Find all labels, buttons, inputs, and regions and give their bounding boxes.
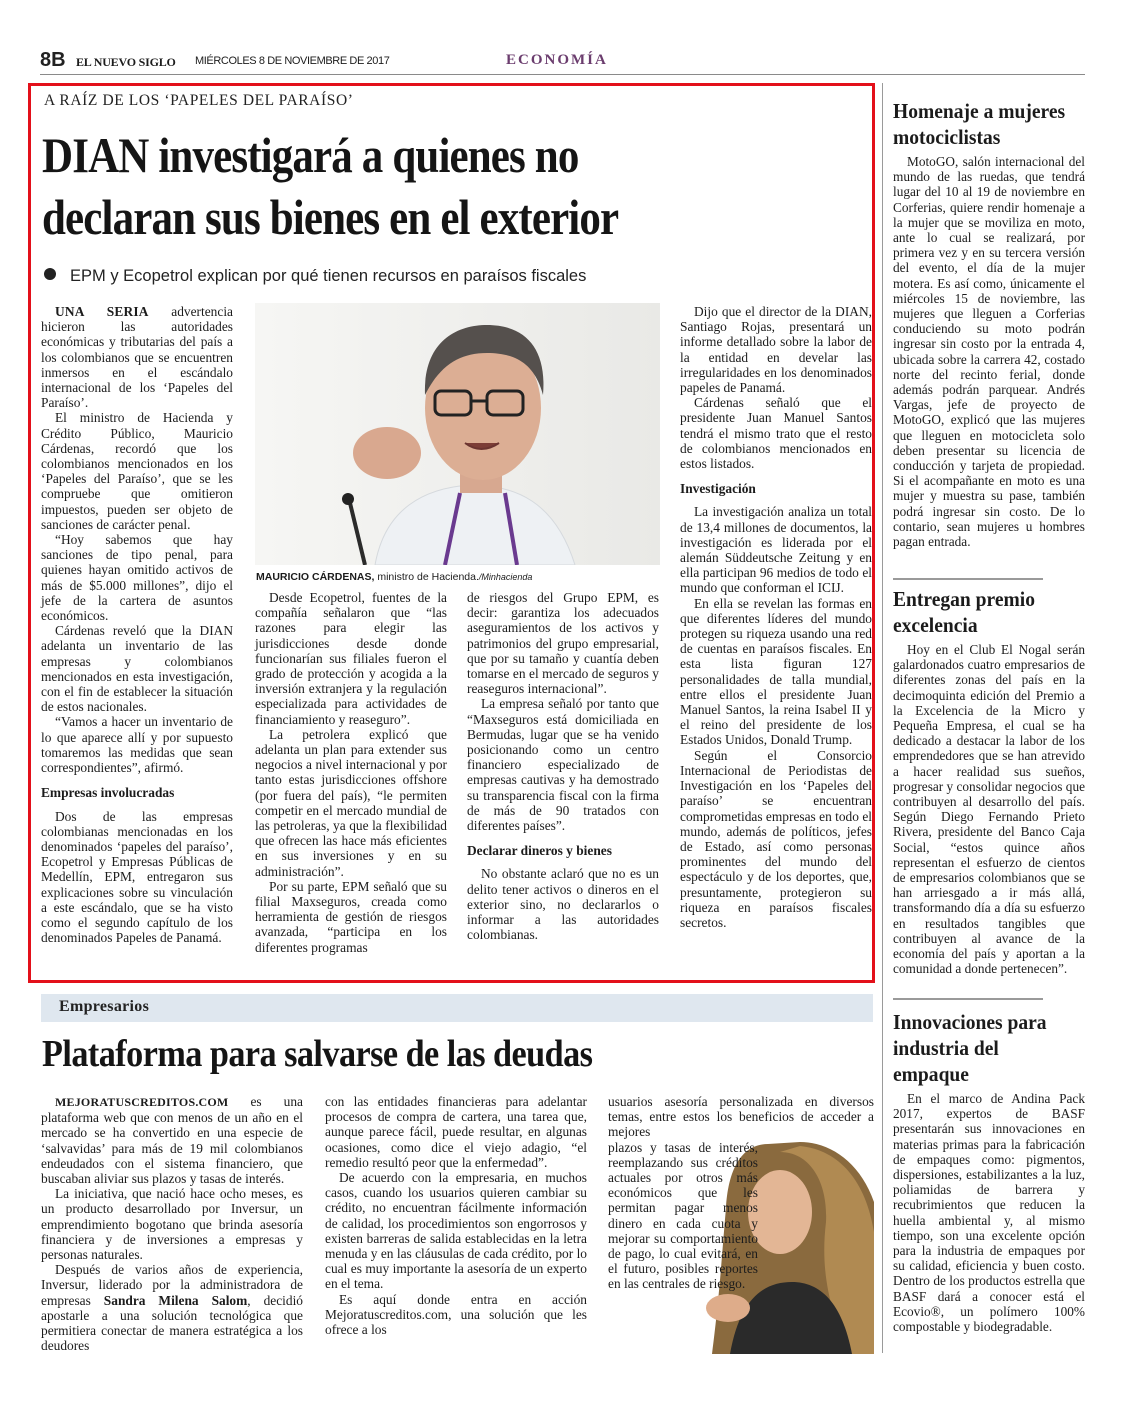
sidebar-item-motociclistas [893,98,1085,549]
issue-date: MIÉRCOLES 8 DE NOVIEMBRE DE 2017 [195,55,390,67]
deck-text: EPM y Ecopetrol explican por qué tienen recursos en paraísos fiscales [70,267,587,285]
section-tag: Empresarios [59,998,150,1015]
col4-p1: Dijo que el director de la DIAN, Santiago Rojas, presentará un informe detallado sobre la labor de la entidad en develar las irregularidades en los denominados papeles de Panamá. [680,304,872,396]
col4-p3: La investigación analiza un total de 13,4 millones de documentos, la investigación es liderada por el alemán Süddeutsche Zeitung y en ella participan 96 medios de todo el mundo que conforman el ICIJ. [680,504,872,596]
sidebar-text-premio: Hoy en el Club El Nogal serán galardonados cuatro empresarios de diferentes zonas del país en la decimoquinta edición del Premio a la Excelencia de la Micro y Pequeña Empresa, el cual se ha dedicado a destacar la labor de los emprendedores que se han atrevido a hacer realidad sus sueños, progresar y consolidar negocios que contribuyen al desarrollo del país. Según Diego Fernando Prieto Rivera, presidente del Banco Caja Social, “estos quince años representan el esfuerzo de cientos de empresarios colombianos que se han arriesgado a ir más allá, transformando día a día su esfuerzo en resultados tangibles que contribuyen al avance de la economía del país y aportan a la comunidad a donde pertenecen”. [893,642,1086,977]
article-deck [44,267,864,286]
s-col3-p1: usuarios asesoría personalizada en diversos temas, entre estos los beneficios de acceder a mejores plazos y tasas de interés, reemplazando sus créditos actuales por otros más económicos que les permitan pagar menos dinero en cada cuota y mejorar su comportamiento de pago, lo cual evitará, en el futuro, posibles reportes en las centrales de riesgo. [608,1094,874,1292]
s-col1-p3c: , decidió apostarle a una solución tecnológica que permitiera conectar de manera estratégica a los deudores [41,1292,304,1354]
s-col2-p1: con las entidades financieras para adelantar procesos de compra de cartera, una tarea que, aunque parece fácil, puede resultar, en algunas ocasiones, como dice el viejo adagio, “el remedio resultó peor que la enfermedad”. [325,1094,587,1170]
second-headline: Plataforma para salvarse de las deudas [42,1033,593,1075]
second-article-column-3 [608,1094,874,1292]
sidebar-title-premio: Entregan premio excelencia [893,587,1035,637]
sidebar-separator-1 [893,578,1043,580]
col3-p3: No obstante aclaró que no es un delito tener activos o dineros en el exterior sino, no declararlos o informar a las autoridades colombianas. [467,866,659,943]
photo-illustration [255,303,660,565]
s-col3-p1-narrow: plazos y tasas de interés, reemplazando sus créditos actuales por otros más económicos que les permitan pagar menos dinero en cada cuota y mejorar su comportamiento de pago, lo cual evitará, en el futuro, posibles reportes en las centrales de riesgo. [608,1139,758,1292]
main-article-column-4 [680,304,872,930]
s-col2-p2: De acuerdo con la empresaria, en muchos casos, cuando los usuarios quieren cambiar su crédito, no encuentran fácilmente información de calidad, los procedimientos son engorrosos y existen barreras de salida establecidas en la letra menuda y en las cláusulas de cada crédito, por lo cual es muy importante la asesoría de un experto en el tema. [325,1170,587,1292]
section-tag-band [41,994,873,1022]
sidebar-text-motociclistas: MotoGO, salón internacional del mundo de las ruedas, que tendrá lugar del 10 al 19 de noviembre en Corferias, quiere rendir homenaje a la mujer que se moviliza en moto, ante lo cual se realizará, por primera vez y en su tercera versión del evento, el día de la mujer motera. Es así como, únicamente el miércoles 15 de noviembre, las mujeres que lleguen a Corferias conduciendo su moto podrán ingresar sin costo por la entrada 4, ubicada sobre la carrera 42, costado norte del recinto ferial, donde además podrán parquear. Andrés Vargas, jefe de proyecto de MotoGO, explicó que las mujeres que lleguen en motocicleta solo deben presentar su licencia de conducción y tarjeta de propiedad. Si el acompañante en moto es una mujer y muestra su pase, también podrá ingresar sin costo. De lo contario, sean mujeres u hombres pagan entrada. [893,154,1085,550]
col4-p4: En ella se revelan las formas en que diferentes líderes del mundo protegen su riqueza usando una red de cuentas en paraísos fiscales. En esta lista figuran 127 personalidades de talla mundial, entre ellos el presidente Juan Manuel Santos, la reina Isabel II y el reino del presidente de los Estados Unidos, Donald Trump. [680,595,872,748]
caption-credit: /Minhacienda [478,572,533,582]
main-article-column-1 [41,304,233,945]
sidebar-title-empaque: Innovaciones para industria del empaque [893,1010,1047,1086]
col2-p1: Desde Ecopetrol, fuentes de la compañía señalaron que “las razones para elegir las jurisdicciones desde donde funcionarían sus filiales fueron el grado de protección y acogida a la inversión extranjera y la regulación especializada para actividades de financiamiento y reaseguro”. [255,590,447,727]
col1-p1: advertencia hicieron las autoridades económicas y tributarias del país a los colombianos que se encuentren inmersos en el escándalo internacional de los ‘Papeles del Paraíso’. [41,304,233,411]
sidebar-title-motociclistas: Homenaje a mujeres motociclistas [893,99,1066,149]
sidebar-text-empaque: En el marco de Andina Pack 2017, expertos de BASF presentarán sus innovaciones en materias primas para la fabricación de empaques como: pigmentos, dispersiones, estabilizantes a la luz, poliamidas de barrera y recubrimientos que reducen la huella ambiental y, al mismo tiempo, son una excelente opción para la industria de empaques por su calidad, eficiencia y buen costo. Dentro de los productos estrella que BASF dará a conocer está el Ecovio®, un polímero 100% compostable y biodegradable. [893,1091,1085,1335]
second-article-column-1 [41,1094,303,1353]
col1-p4: Cárdenas reveló que la DIAN adelanta un inventario de las empresas y colombianos mencionados en esta investigación, con el fin de establecer la situación de estos nacionales. [41,623,233,715]
sidebar-item-premio [893,586,1085,976]
page-number: 8B [40,49,66,71]
photo-caption [256,571,666,583]
sidebar-divider [882,83,883,1353]
headline-line-2: declaran sus bienes en el exterior [42,189,619,245]
newspaper-name: EL NUEVO SIGLO [76,55,176,69]
col3-p1: de riesgos del Grupo EPM, es decir: garantiza los adecuados aseguramientos de los activos y patrimonios del grupo empresarial, que por su tamaño y cuantía deben tomarse en el mercado de seguros y reaseguros internacional”. [467,590,659,697]
sidebar-item-empaque [893,1009,1085,1334]
second-article-column-2 [325,1094,587,1337]
second-lead: MEJORATUSCREDITOS.COM [55,1095,229,1109]
col1-p5: “Vamos a hacer un inventario de lo que aparece allí y por supuesto tomaremos las medidas que sean correspondientes”, afirmó. [41,714,233,776]
col1-p3: “Hoy sabemos que hay sanciones de tipo penal, para quienes hayan omitido activos de más de $5.000 millones”, dijo el jefe de la cartera de asuntos económicos. [41,532,233,624]
page-header [40,46,1085,76]
col3-p2: La empresa señaló por tanto que “Maxseguros está domiciliada en Bermudas, lugar que se ha venido posicionando como un centro financiero especializado de empresas cautivas y ha demostrado su transparencia fiscal con la firma de más de 90 tratados con diferentes países”. [467,696,659,834]
col4-p5: Según el Consorcio Internacional de Periodistas de Investigación en los ‘Papeles del paraíso’ se encuentran comprometidas empresas en todo el mundo, además de políticos, jefes de Estado, así como personas prominentes del mundo del espectáculo y de los deportes, que, presuntamente, protegieron su riqueza en paraísos fiscales secretos. [680,747,872,930]
article-headline [42,124,862,248]
article-lead: UNA SERIA [55,304,149,319]
col1-p2: El ministro de Hacienda y Crédito Público, Mauricio Cárdenas, recordó que los colombianos mencionados en los ‘Papeles del Paraíso’, que se les compruebe que omitieron impuestos, pueden ser objeto de sanciones de carácter penal. [41,410,233,532]
main-article-column-2 [255,590,447,955]
sidebar-separator-2 [893,998,1043,1000]
col4-p2: Cárdenas señaló que el presidente Juan Manuel Santos tendrá el mismo trato que el resto de colombianos mencionados en estos listados. [680,395,872,472]
s-col1-p2: La iniciativa, que nació hace ocho meses, es un producto desarrollado por Inversur, un emprendimiento bogotano que brinda asesoría financiera y de inversiones a empresas y personas naturales. [41,1186,303,1263]
bullet-icon [44,268,56,280]
col1-p6: Dos de las empresas colombianas mencionadas en los denominados ‘papeles del paraíso’, Ecopetrol y Empresas Públicas de Medellín, EPM, entregaron sus explicaciones sobre su vinculación a este escándalo, que se ha visto como el segundo capítulo de los denominados Papeles de Panamá. [41,808,233,946]
article-kicker: A RAÍZ DE LOS ‘PAPELES DEL PARAÍSO’ [44,92,354,109]
s-col1-p3b: Sandra Milena Salom [103,1292,248,1308]
s-col1-p3a: Después de varios años de experiencia, Inversur, liderado por la administradora de empresas [41,1262,303,1308]
header-rule [40,74,1085,75]
section-name: ECONOMÍA [506,52,608,68]
headline-line-1: DIAN investigará a quienes no [42,127,579,183]
minister-photo [255,303,660,565]
main-article-column-3 [467,590,659,942]
s-col2-p3: Es aquí donde entra en acción Mejoratuscreditos.com, una solución que les ofrece a los [325,1291,587,1338]
subhead-empresas: Empresas involucradas [41,785,175,801]
col2-p3: Por su parte, EPM señaló que su filial Maxseguros, creada como herramienta de gestión de riesgos avanzada, “participa en los diferentes programas [255,878,447,955]
subhead-investigacion: Investigación [680,481,756,497]
col2-p2: La petrolera explicó que adelanta un plan para extender sus negocios a nivel internacional y por tanto estas jurisdicciones offshore (por fuera del país), “le permiten competir en el mercado mundial de las petroleras, ya que la flexibilidad que ofrecen las hace más eficientes en sus inversiones y en su administración”. [255,726,447,879]
caption-role: ministro de Hacienda. [374,571,479,583]
subhead-declarar: Declarar dineros y bienes [467,843,612,859]
caption-name: MAURICIO CÁRDENAS, [256,571,375,583]
s-col1-p1: es una plataforma web que con menos de un año en el mercado se ha convertido en una especie de ‘salvavidas’ para más de 19 mil colombianos endeudados con el sistema financiero, que buscaban aliviar sus plazos y tasas de interés. [41,1094,303,1187]
